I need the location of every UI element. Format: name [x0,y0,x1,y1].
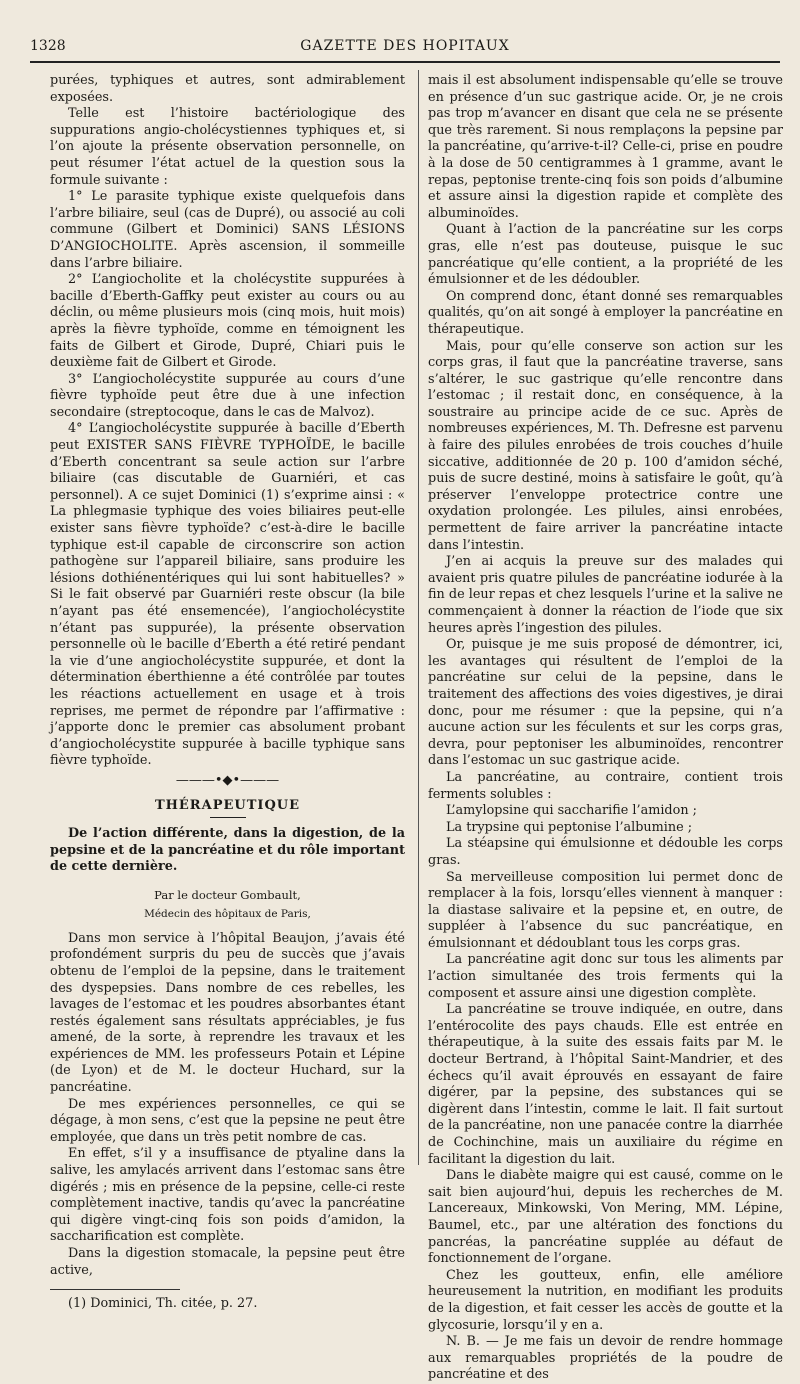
paragraph: De mes expériences personnelles, ce qui se dégage, à mon sens, c’est que la pepsine ne peut être employée, que dans un très petit nombre de cas. [50,1096,405,1145]
paragraph: 3° L’angiocholécystite suppurée au cours d’une fièvre typhoïde peut être due à une infection secondaire (streptocoque, dans le cas de Malvoz). [50,371,405,420]
paragraph: N. B. — Je me fais un devoir de rendre hommage aux remarquables propriétés de la poudre de pancréatine et des [428,1334,783,1383]
paragraph: La pancréatine, au contraire, contient trois ferments solubles : [428,769,783,802]
list-item: La stéapsine qui émulsionne et dédouble les corps gras. [428,836,783,868]
paragraph: Chez les goutteux, enfin, elle améliore heureusement la nutrition, en modifiant les produits de la digestion, et fait cesser les accès de goutte et la glycosurie, lorsqu’il y en a. [428,1267,783,1333]
paragraph: 2° L’angiocholite et la cholécystite suppurées à bacille d’Eberth-Gaffky peut exister au cours ou au déclin, ou même plusieurs mois (cinq mois, huit mois) après la fièvre typhoïde, comme en témoignent les faits de Gilbert et Girode, Dupré, Chiari puis le deuxième fait de Gilbert et Girode. [50,272,405,371]
paragraph: 1° Le parasite typhique existe quelquefois dans l’arbre biliaire, seul (cas de Dupré), ou associé au coli commune (Gilbert et Dominici) SANS LÉSIONS D’ANGIOCHOLITE. Après ascension, il sommeille dans l’arbre biliaire. [50,189,405,271]
paragraph: Dans la digestion stomacale, la pepsine peut être active, [50,1246,405,1278]
footnote-rule [50,1289,180,1290]
author-affiliation: Médecin des hôpitaux de Paris, [144,907,311,920]
paragraph: Sa merveilleuse composition lui permet donc de remplacer à la fois, lorsqu’elles viennent à manquer : la diastase salivaire et la pepsine et, en outre, de suppléer à l’absence du suc pancréatique, en émulsionnant et dédoublant tous les corps gras. [428,869,783,951]
list-item: La trypsine qui peptonise l’albumine ; [446,819,693,835]
paragraph: Telle est l’histoire bactériologique des suppurations angio-cholécystiennes typhiques et, si l’on ajoute la présente observation personnelle, on peut résumer l’état actuel de la question sous la formule suivante : [50,106,405,188]
paragraph: mais il est absolument indispensable qu’elle se trouve en présence d’un suc gastrique acide. Or, je ne crois pas trop m’avancer en disant que cela ne se présente que très rarement. Si nous remplaçons la pepsine par la pancréatine, qu’arrive-t-il? Celle-ci, prise en poudre à la dose de 50 centigrammes à 1 gramme, avant le repas, peptonise trente-cinq fois son poids d’albumine et assure ainsi la digestion rapide et complète des albuminoïdes. [428,73,783,221]
column-divider [418,70,419,1165]
heading-rule [210,817,246,818]
paragraph: En effet, s’il y a insuffisance de ptyaline dans la salive, les amylacés arrivent dans l’estomac sans être digérés ; mis en présence de la pepsine, celle-ci reste complètement inactive, tandis qu’avec la pancréatine qui digère vingt-cinq fois son poids d’amidon, la saccharification est complète. [50,1146,405,1245]
page-header [30,38,780,58]
paragraph: Mais, pour qu’elle conserve son action sur les corps gras, il faut que la pancréatine traverse, sans s’altérer, le suc gastrique qu’elle rencontre dans l’estomac ; il restait donc, en conséquence, à la soustraire au principe acide de ce suc. Après de nombreuses expériences, M. Th. Defresne est parvenu à faire des pilules enrobées de trois couches d’huile siccative, additionnée de 20 p. 100 d’amidon séché, puis de sucre destiné, moins à satisfaire le goût, qu’à préserver l’enveloppe protectrice contre une oxydation prolongée. Les pilules, ainsi enrobées, permettent de faire arriver la pancréatine intacte dans l’intestin. [428,338,783,553]
left-column [50,73,405,1313]
section-ornament: ———•◆•——— [175,772,280,788]
right-column [428,73,783,1384]
paragraph: 4° L’angiocholécystite suppurée à bacille d’Eberth peut EXISTER SANS FIÈVRE TYPHOÏDE, le bacille d’Eberth concentrant sa seule action sur l’arbre biliaire (cas discutable de Guarniéri, et cas personnel). A ce sujet Dominici (1) s’exprime ainsi : « La phlegmasie typhique des voies biliaires peut-elle exister sans fièvre typhoïde? c’est-à-dire le bacille typhique est-il capable de circonscrire son action pathogène sur l’appareil biliaire, sans produire les lésions dothiénentériques qui lui sont habituelles? » Si le fait observé par Guarniéri reste obscur (la bile n’ayant pas été ensemencée), l’angiocholécystite n’étant pas suppurée), la présente observation personnelle où le bacille d’Eberth a été retiré pendant la vie d’une angiocholécystite suppurée, et dont la détermination éberthienne a été contrôlée par toutes les réactions actuellement en usage et à trois reprises, me permet de répondre par l’affirmative : j’apporte donc le premier cas absolument probant d’angiocholécystite suppurée à bacille typhique sans fièvre typhoïde. [50,421,405,769]
paragraph: La pancréatine se trouve indiquée, en outre, dans l’entérocolite des pays chauds. Elle est entrée en thérapeutique, à la suite des essais faits par M. le docteur Bertrand, à l’hôpital Saint-Mandrier, et des échecs qu’il avait éprouvés en essayant de faire digérer, par la pepsine, des substances qui se digèrent dans l’intestin, comme le lait. Il fait surtout de la pancréatine, non une panacée contre la diarrhée de Cochinchine, mais un auxiliaire du régime en facilitant la digestion du lait. [428,1002,783,1167]
paragraph: Or, puisque je me suis proposé de démontrer, ici, les avantages qui résultent de l’emploi de la pancréatine sur celui de la pepsine, dans le traitement des affections des voies digestives, je dirai donc, pour me résumer : que la pepsine, qui n’a aucune action sur les féculents et sur les corps gras, devra, pour peptoniser les albuminoïdes, rencontrer dans l’estomac un suc gastrique acide. [428,637,783,769]
footnote: (1) Dominici, Th. citée, p. 27. [68,1296,258,1312]
paragraph: Dans mon service à l’hôpital Beaujon, j’avais été profondément surpris du peu de succès que j’avais obtenu de l’emploi de la pepsine, dans le traitement des dyspepsies. Dans nombre de ces rebelles, les lavages de l’estomac et les poudres absorbantes étant restés également sans résultats appréciables, je fus amené, de la sorte, à reprendre les travaux et les expériences de MM. les professeurs Potain et Lépine (de Lyon) et de M. le docteur Huchard, sur la pancréatine. [50,930,405,1096]
page-number: 1328 [30,38,66,54]
section-heading: THÉRAPEUTIQUE [154,797,301,813]
article-title: De l’action différente, dans la digestion, de la pepsine et de la pancréatine et du rôle important de cette dernière. [50,825,405,875]
byline: Par le docteur Gombault, [154,887,301,902]
paragraph: purées, typhiques et autres, sont admirablement exposées. [50,73,405,105]
header-rule [30,61,780,63]
paragraph: On comprend donc, étant donné ses remarquables qualités, qu’on ait songé à employer la pancréatine en thérapeutique. [428,288,783,337]
paragraph: Quant à l’action de la pancréatine sur les corps gras, elle n’est pas douteuse, puisque le suc pancréatique qu’elle contient, a la propriété de les émulsionner et de les dédoubler. [428,222,783,288]
paragraph: J’en ai acquis la preuve sur des malades qui avaient pris quatre pilules de pancréatine iodurée à la fin de leur repas et chez lesquels l’urine et la salive ne commençaient à donner la réaction de l’iode que six heures après l’ingestion des pilules. [428,554,783,636]
paragraph: Dans le diabète maigre qui est causé, comme on le sait bien aujourd’hui, depuis les recherches de M. Lancereaux, Minkowski, Von Mering, MM. Lépine, Baumel, etc., par une altération des fonctions du pancréas, la pancréatine supplée au défaut de fonctionnement de l’organe. [428,1168,783,1267]
paragraph: La pancréatine agit donc sur tous les aliments par l’action simultanée des trois ferments qui la composent et assure ainsi une digestion complète. [428,952,783,1001]
journal-title: GAZETTE DES HOPITAUX [300,38,510,54]
list-item: L’amylopsine qui saccharifie l’amidon ; [446,803,697,819]
